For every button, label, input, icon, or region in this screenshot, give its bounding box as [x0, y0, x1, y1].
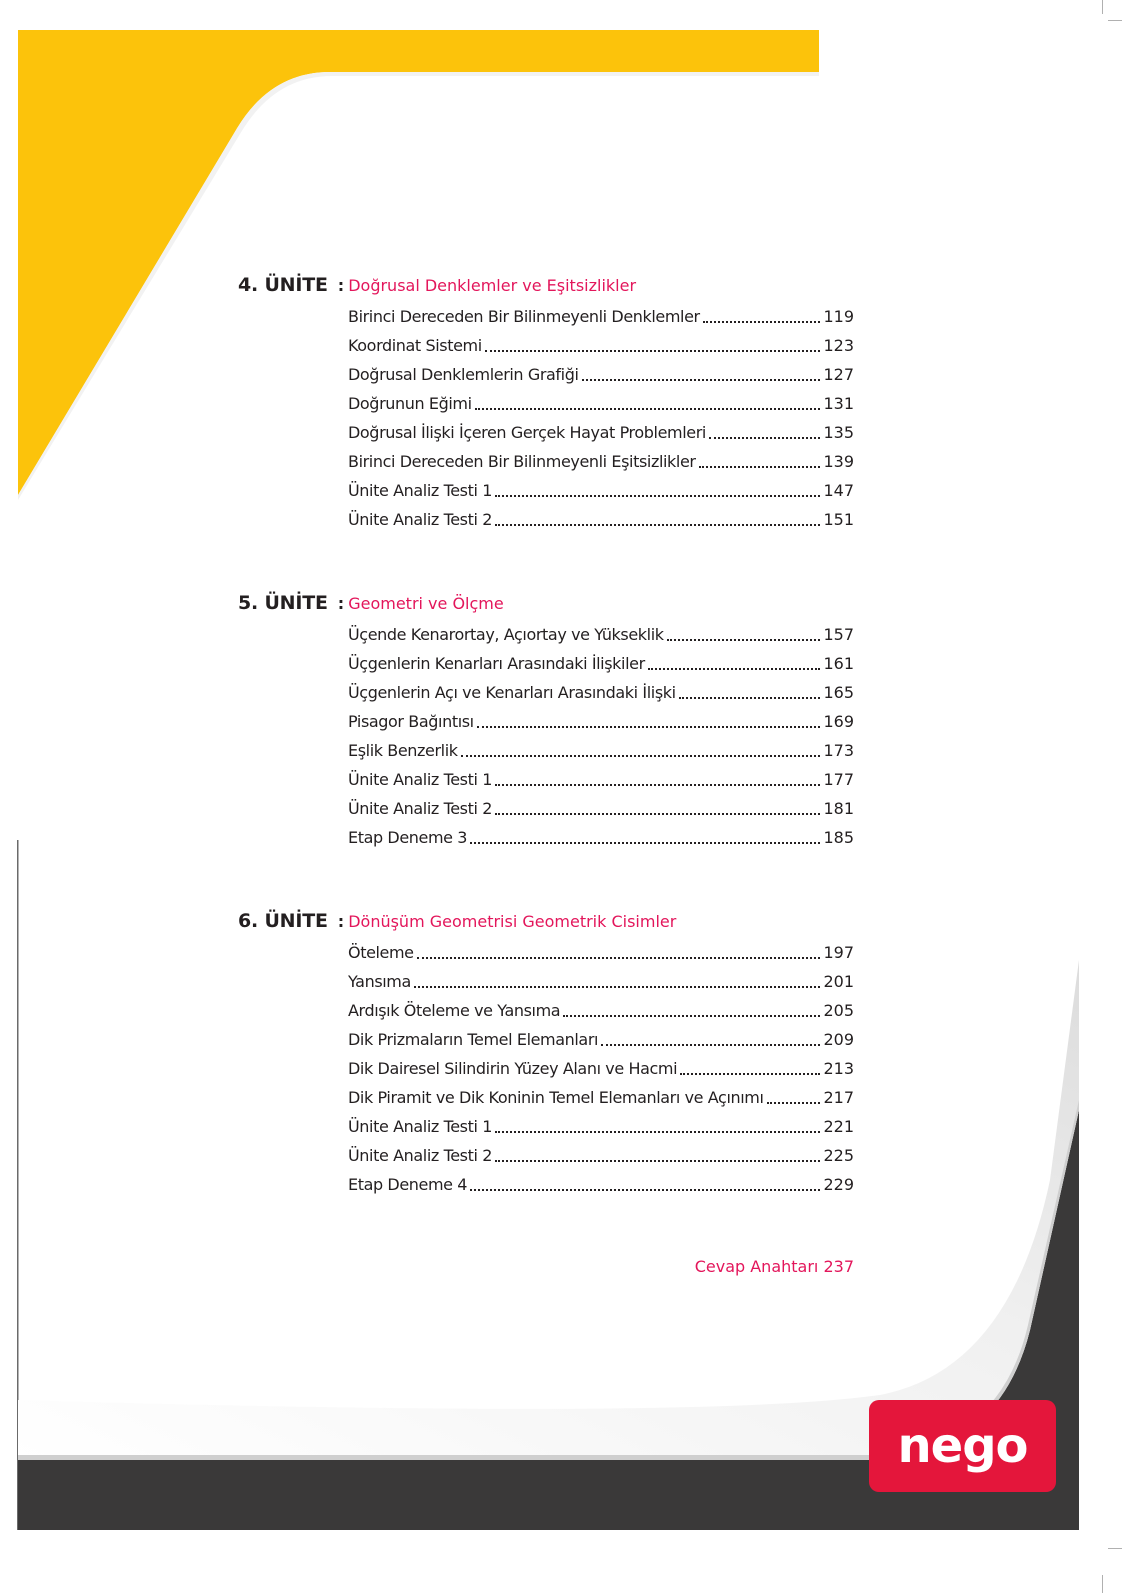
toc-entry-title: Yansıma [348, 972, 411, 991]
toc-entry-title: Doğrusal Denklemlerin Grafiği [348, 365, 579, 384]
toc-entry-title: Dik Piramit ve Dik Koninin Temel Elemanları ve Açınımı [348, 1088, 764, 1107]
toc-entry[interactable] [348, 418, 854, 447]
toc-list [348, 302, 854, 534]
toc-entry-title: Üçende Kenarortay, Açıortay ve Yükseklik [348, 625, 664, 644]
dot-leader [485, 349, 821, 352]
toc-entry-page: 217 [823, 1088, 854, 1107]
toc-entry-title: Dik Prizmaların Temel Elemanları [348, 1030, 599, 1049]
toc-entry-title: Ünite Analiz Testi 2 [348, 510, 492, 529]
dot-leader [475, 407, 821, 410]
toc-entry[interactable] [348, 736, 854, 765]
dot-leader [495, 783, 820, 786]
toc-entry[interactable] [348, 447, 854, 476]
toc-entry-page: 185 [823, 828, 854, 847]
toc-entry-title: Ünite Analiz Testi 1 [348, 1117, 492, 1136]
dot-leader [417, 956, 821, 959]
dot-leader [680, 1072, 820, 1075]
unit-heading [238, 592, 504, 620]
toc-entry[interactable] [348, 389, 854, 418]
toc-entry[interactable] [348, 302, 854, 331]
toc-entry-page: 119 [823, 307, 854, 326]
toc-entry[interactable] [348, 360, 854, 389]
crop-mark [1102, 1575, 1103, 1593]
toc-entry-title: Birinci Dereceden Bir Bilinmeyenli Denklemler [348, 307, 700, 326]
answer-key-link[interactable]: Cevap Anahtarı 237 [694, 1257, 854, 1276]
toc-entry-page: 169 [823, 712, 854, 731]
dot-leader [470, 1188, 820, 1191]
unit-colon: : [337, 276, 345, 295]
toc-entry-page: 131 [823, 394, 854, 413]
toc-entry-page: 157 [823, 625, 854, 644]
toc-entry-title: Koordinat Sistemi [348, 336, 482, 355]
toc-entry-page: 135 [823, 423, 854, 442]
dot-leader [414, 985, 821, 988]
dot-leader [667, 638, 821, 641]
toc-entry[interactable] [348, 678, 854, 707]
toc-entry[interactable] [348, 1025, 854, 1054]
unit-title: Geometri ve Ölçme [348, 594, 504, 613]
toc-entry[interactable] [348, 938, 854, 967]
toc-entry-page: 205 [823, 1001, 854, 1020]
unit-heading [238, 274, 636, 302]
toc-entry-title: Doğrusal İlişki İçeren Gerçek Hayat Problemleri [348, 423, 706, 442]
dot-leader [477, 725, 821, 728]
toc-entry[interactable] [348, 331, 854, 360]
toc-entry-title: Eşlik Benzerlik [348, 741, 458, 760]
dot-leader [699, 465, 821, 468]
dot-leader [461, 754, 821, 757]
toc-entry[interactable] [348, 967, 854, 996]
dot-leader [495, 1130, 820, 1133]
dot-leader [703, 320, 821, 323]
dot-leader [495, 812, 820, 815]
toc-entry[interactable] [348, 1054, 854, 1083]
toc-entry[interactable] [348, 1083, 854, 1112]
toc-entry[interactable] [348, 620, 854, 649]
toc-entry-title: Ünite Analiz Testi 1 [348, 481, 492, 500]
toc-entry-title: Etap Deneme 3 [348, 828, 468, 847]
dot-leader [495, 523, 820, 526]
toc-entry[interactable] [348, 765, 854, 794]
toc-entry[interactable] [348, 823, 854, 852]
dot-leader [767, 1101, 821, 1104]
toc-entry-page: 213 [823, 1059, 854, 1078]
dot-leader [679, 696, 821, 699]
toc-entry-page: 173 [823, 741, 854, 760]
toc-entry-page: 225 [823, 1146, 854, 1165]
toc-entry-title: Dik Dairesel Silindirin Yüzey Alanı ve Hacmi [348, 1059, 678, 1078]
toc-entry-page: 123 [823, 336, 854, 355]
toc-entry-page: 177 [823, 770, 854, 789]
unit-colon: : [337, 912, 345, 931]
dot-leader [709, 436, 821, 439]
dot-leader [470, 841, 820, 844]
dot-leader [648, 667, 821, 670]
unit-label: 4. ÜNİTE [238, 274, 328, 296]
toc-entry-page: 161 [823, 654, 854, 673]
dot-leader [601, 1043, 820, 1046]
toc-entry[interactable] [348, 1170, 854, 1199]
toc-entry-title: Ünite Analiz Testi 2 [348, 1146, 492, 1165]
toc-entry-page: 229 [823, 1175, 854, 1194]
toc-entry[interactable] [348, 794, 854, 823]
unit-title: Doğrusal Denklemler ve Eşitsizlikler [348, 276, 637, 295]
unit-label: 5. ÜNİTE [238, 592, 328, 614]
toc-entry-page: 165 [823, 683, 854, 702]
toc-entry-page: 127 [823, 365, 854, 384]
unit-label: 6. ÜNİTE [238, 910, 328, 932]
toc-entry[interactable] [348, 476, 854, 505]
toc-entry-page: 221 [823, 1117, 854, 1136]
toc-entry-page: 139 [823, 452, 854, 471]
nego-logo-icon [869, 1400, 1056, 1492]
toc-entry-page: 181 [823, 799, 854, 818]
toc-entry-title: Pisagor Bağıntısı [348, 712, 474, 731]
toc-entry[interactable] [348, 1112, 854, 1141]
toc-entry-title: Ardışık Öteleme ve Yansıma [348, 1001, 561, 1020]
toc-entry[interactable] [348, 649, 854, 678]
toc-entry[interactable] [348, 505, 854, 534]
toc-entry[interactable] [348, 707, 854, 736]
unit-colon: : [337, 594, 345, 613]
dot-leader [582, 378, 821, 381]
toc-entry-title: Öteleme [348, 943, 414, 962]
toc-entry-page: 209 [823, 1030, 854, 1049]
toc-list [348, 938, 854, 1199]
dot-leader [563, 1014, 820, 1017]
dot-leader [495, 494, 820, 497]
toc-entry-title: Üçgenlerin Kenarları Arasındaki İlişkiler [348, 654, 645, 673]
toc-list [348, 620, 854, 852]
toc-entry-title: Üçgenlerin Açı ve Kenarları Arasındaki İlişki [348, 683, 676, 702]
toc-entry-page: 147 [823, 481, 854, 500]
unit-title: Dönüşüm Geometrisi Geometrik Cisimler [348, 912, 677, 931]
toc-entry-title: Ünite Analiz Testi 1 [348, 770, 492, 789]
toc-entry-title: Doğrunun Eğimi [348, 394, 472, 413]
toc-entry[interactable] [348, 1141, 854, 1170]
toc-entry-title: Ünite Analiz Testi 2 [348, 799, 492, 818]
crop-mark [1102, 0, 1103, 14]
dot-leader [495, 1159, 820, 1162]
toc-entry[interactable] [348, 996, 854, 1025]
toc-entry-title: Etap Deneme 4 [348, 1175, 468, 1194]
crop-mark [1108, 20, 1122, 21]
crop-mark [1108, 1548, 1122, 1549]
logo-text: nego [897, 1418, 1028, 1474]
toc-entry-page: 151 [823, 510, 854, 529]
toc-entry-page: 201 [823, 972, 854, 991]
unit-heading [238, 910, 676, 938]
toc-entry-title: Birinci Dereceden Bir Bilinmeyenli Eşitsizlikler [348, 452, 696, 471]
toc-entry-page: 197 [823, 943, 854, 962]
